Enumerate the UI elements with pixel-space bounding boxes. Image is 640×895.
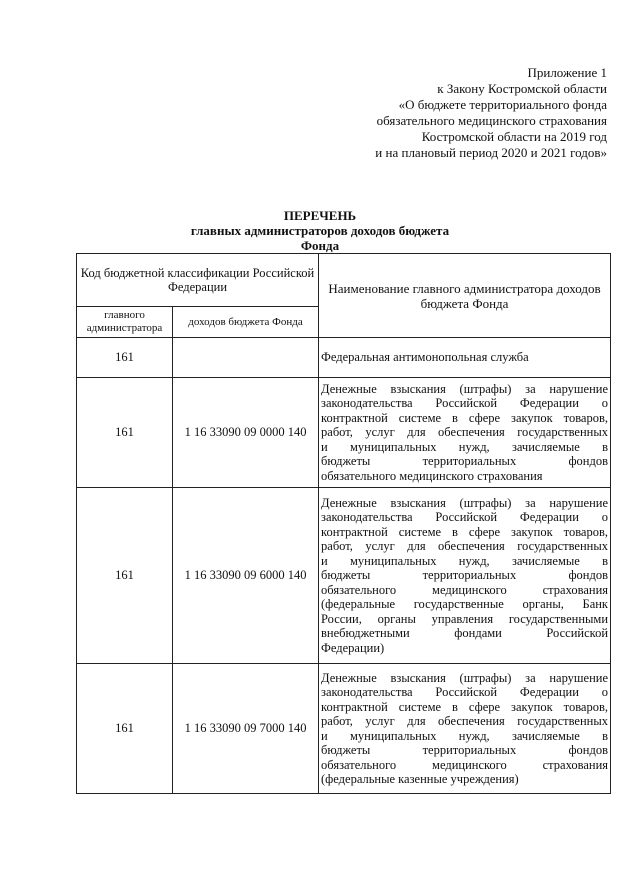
appendix-header <box>207 65 607 161</box>
name-text-line: и муниципальных нужд, зачисляемые в <box>321 728 609 743</box>
name-text-line: России, органы управления государственными <box>321 611 609 626</box>
name-text-line: (федеральные государственные органы, Банк <box>321 597 609 612</box>
name-text-line: внебюджетными фондами Российской <box>321 626 609 641</box>
appendix-line: Костромской области на 2019 год <box>421 129 607 144</box>
appendix-line: к Закону Костромской области <box>437 81 607 96</box>
name-text-line: работ, услуг для обеспечения государственных <box>321 714 609 728</box>
name-text-line: Федерации) <box>321 640 385 655</box>
cell-admin-code: 161 <box>77 664 173 794</box>
name-text-line: Денежные взыскания (штрафы) за нарушение <box>321 495 609 510</box>
name-text-line: работ, услуг для обеспечения государственных <box>321 425 609 440</box>
name-text-line: Федеральная антимонопольная служба <box>321 350 529 365</box>
name-text-line: работ, услуг для обеспечения государственных <box>321 539 609 554</box>
appendix-line: и на плановый период 2020 и 2021 годов» <box>375 145 607 160</box>
cell-income-code: 1 16 33090 09 6000 140 <box>173 488 319 664</box>
cell-administrator-name <box>319 664 611 794</box>
cell-administrator-name <box>319 378 611 488</box>
cell-administrator-name <box>319 338 611 378</box>
name-text-line: законодательства Российской Федерации о <box>321 510 609 525</box>
table-row <box>77 664 611 794</box>
appendix-line: обязательного медицинского страхования <box>376 113 607 128</box>
header-administrator-name: Наименование главного администратора доходов бюджета Фонда <box>319 254 611 338</box>
document-title: ПЕРЕЧЕНЬ <box>283 208 357 223</box>
appendix-line: «О бюджете территориального фонда <box>398 97 607 112</box>
name-text-line: обязательного медицинского страхования <box>321 468 543 483</box>
cell-administrator-name <box>319 488 611 664</box>
cell-admin-code: 161 <box>77 488 173 664</box>
name-text-line: обязательного медицинского страхования <box>321 582 609 597</box>
name-text-line: и муниципальных нужд, зачисляемые в <box>321 553 609 568</box>
name-text-line: обязательного медицинского страхования <box>321 757 609 772</box>
header-budget-classification-code: Код бюджетной классификации Российской Федерации <box>77 254 319 307</box>
name-text-line: Денежные взыскания (штрафы) за нарушение <box>321 670 609 685</box>
name-text-line: (федеральные казенные учреждения) <box>321 772 519 786</box>
name-text-line: бюджеты территориальных фондов <box>321 568 609 583</box>
name-text-line: законодательства Российской Федерации о <box>321 396 609 411</box>
name-text-line: контрактной системе в сфере закупок товаров, <box>321 410 609 425</box>
name-text-line: контрактной системе в сфере закупок товаров, <box>321 524 609 539</box>
administrators-table <box>76 253 611 794</box>
header-fund-income: доходов бюджета Фонда <box>173 307 319 338</box>
name-text-line: бюджеты территориальных фондов <box>321 454 609 469</box>
cell-admin-code: 161 <box>77 378 173 488</box>
name-text-line: Денежные взыскания (штрафы) за нарушение <box>321 381 609 396</box>
appendix-line: Приложение 1 <box>527 65 607 80</box>
name-text-line: законодательства Российской Федерации о <box>321 685 609 699</box>
table-row <box>77 488 611 664</box>
name-text-line: контрактной системе в сфере закупок товаров, <box>321 699 609 714</box>
header-chief-administrator: главного администратора <box>77 307 173 338</box>
table-row <box>77 378 611 488</box>
name-text-line: бюджеты территориальных фондов <box>321 743 609 757</box>
cell-income-code: 1 16 33090 09 7000 140 <box>173 664 319 794</box>
cell-income-code <box>173 338 319 378</box>
cell-admin-code: 161 <box>77 338 173 378</box>
table-row <box>77 338 611 378</box>
name-text-line: и муниципальных нужд, зачисляемые в <box>321 439 609 454</box>
document-subtitle: главных администраторов доходов бюджета <box>190 223 450 238</box>
cell-income-code: 1 16 33090 09 0000 140 <box>173 378 319 488</box>
document-subtitle-continued: Фонда <box>300 238 340 253</box>
